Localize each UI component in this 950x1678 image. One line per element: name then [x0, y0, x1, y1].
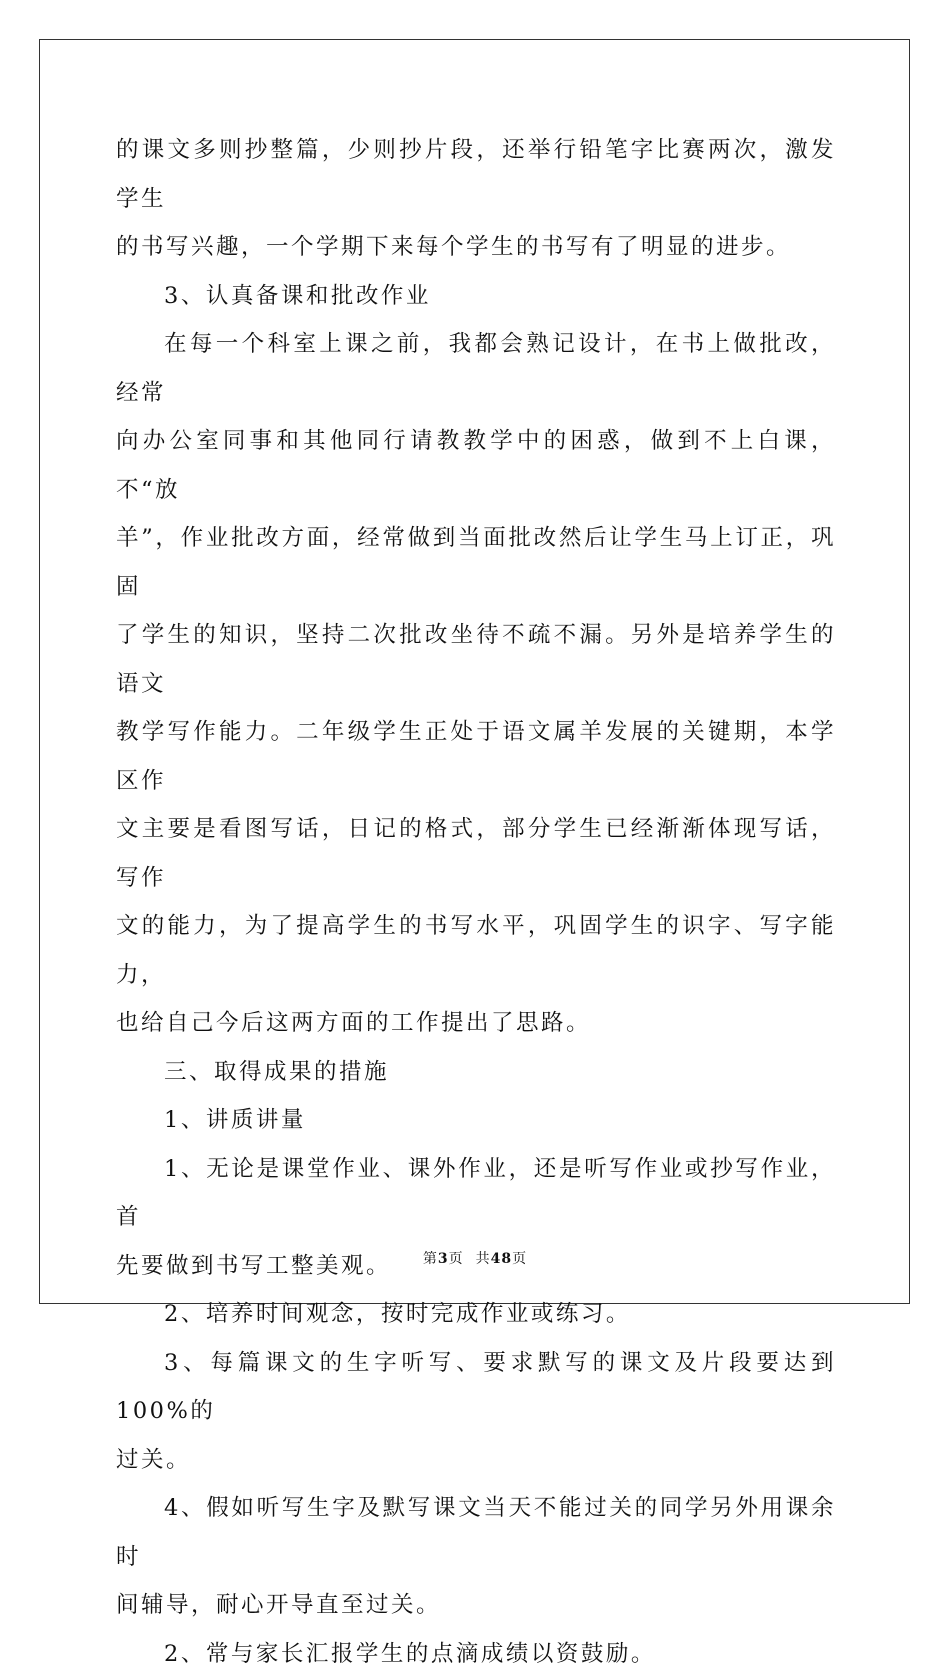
text-line: 也给自己今后这两方面的工作提出了思路。: [116, 999, 836, 1048]
paragraph: [116, 1096, 836, 1145]
paragraph: [116, 1048, 836, 1097]
text-line: 3、认真备课和批改作业: [116, 272, 836, 321]
text-line: 4、假如听写生字及默写课文当天不能过关的同学另外用课余时: [116, 1484, 836, 1581]
text-line: 间辅导，耐心开导直至过关。: [116, 1581, 836, 1630]
paragraph: [116, 1630, 836, 1678]
page-footer: [0, 1248, 950, 1268]
footer-page-prefix: 第: [423, 1251, 438, 1267]
paragraph: [116, 272, 836, 321]
text-line: 2、培养时间观念，按时完成作业或练习。: [116, 1290, 836, 1339]
text-line: 向办公室同事和其他同行请教教学中的困惑，做到不上白课，不“放: [116, 417, 836, 514]
footer-total-prefix: 共: [476, 1251, 491, 1267]
document-body: [116, 126, 836, 1678]
text-line: 1、无论是课堂作业、课外作业，还是听写作业或抄写作业，首: [116, 1145, 836, 1242]
text-line: 在每一个科室上课之前，我都会熟记设计，在书上做批改，经常: [116, 320, 836, 417]
paragraph: [116, 320, 836, 417]
footer-total-pages: 48: [491, 1251, 512, 1267]
paragraph: [116, 417, 836, 1048]
paragraph: [116, 1436, 836, 1485]
text-line: 的书写兴趣，一个学期下来每个学生的书写有了明显的进步。: [116, 223, 836, 272]
text-line: 了学生的知识，坚持二次批改坐待不疏不漏。另外是培养学生的语文: [116, 611, 836, 708]
text-line: 羊”，作业批改方面，经常做到当面批改然后让学生马上订正，巩固: [116, 514, 836, 611]
footer-page-suffix: 页: [449, 1251, 464, 1267]
paragraph: [116, 1145, 836, 1242]
footer-total-suffix: 页: [512, 1251, 527, 1267]
text-line: 过关。: [116, 1436, 836, 1485]
text-line: 文的能力，为了提高学生的书写水平，巩固学生的识字、写字能力，: [116, 902, 836, 999]
text-line: 3、每篇课文的生字听写、要求默写的课文及片段要达到100%的: [116, 1339, 836, 1436]
paragraph: [116, 1581, 836, 1630]
paragraph: [116, 126, 836, 272]
text-line: 1、讲质讲量: [116, 1096, 836, 1145]
footer-page-number: 3: [438, 1251, 449, 1267]
text-line: 先要做到书写工整美观。: [116, 1242, 836, 1291]
text-line: 三、取得成果的措施: [116, 1048, 836, 1097]
text-line: 文主要是看图写话，日记的格式，部分学生已经渐渐体现写话，写作: [116, 805, 836, 902]
text-line: 2、常与家长汇报学生的点滴成绩以资鼓励。: [116, 1630, 836, 1678]
paragraph: [116, 1339, 836, 1436]
paragraph: [116, 1484, 836, 1581]
text-line: 的课文多则抄整篇，少则抄片段，还举行铅笔字比赛两次，激发学生: [116, 126, 836, 223]
paragraph: [116, 1290, 836, 1339]
text-line: 教学写作能力。二年级学生正处于语文属羊发展的关键期，本学区作: [116, 708, 836, 805]
